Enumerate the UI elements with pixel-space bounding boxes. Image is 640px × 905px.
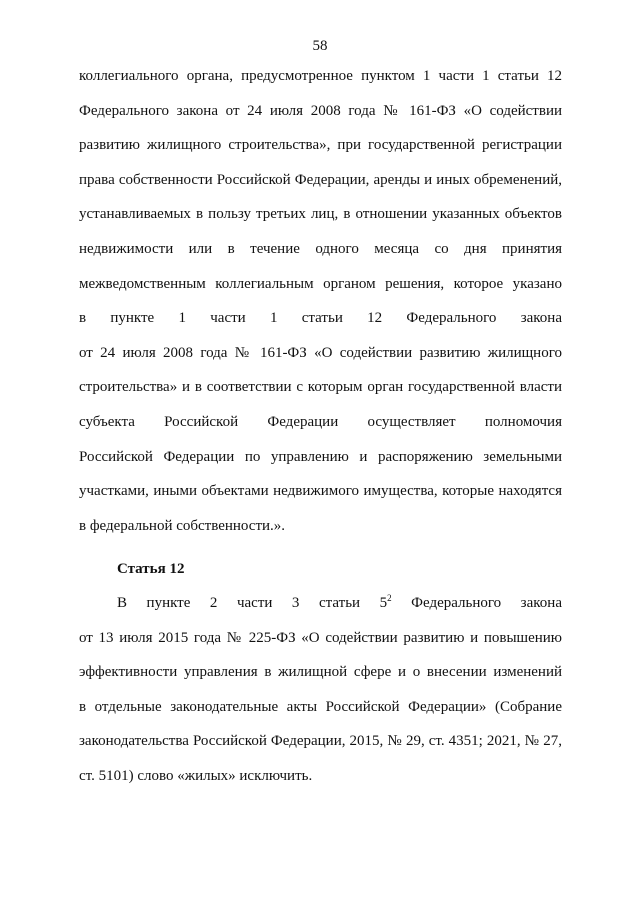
superscript: 2 [387,593,392,603]
paragraph-article-12 [79,586,562,794]
paragraph-article-11-continuation [79,59,562,543]
text-line: Российской Федерации по управлению и распоряжению земельными [79,448,562,465]
text-line: строительства» и в соответствии с которым орган государственной власти [79,379,562,396]
text-line: недвижимости или в течение одного месяца со дня принятия [79,240,562,257]
text-line: коллегиального органа, предусмотренное пунктом 1 части 1 статьи 12 [79,68,562,84]
text-line: участками, иными объектами недвижимого имущества, которые находятся [79,483,562,500]
text-line: в федеральной собственности.». [79,517,286,534]
text-line: устанавливаемых в пользу третьих лиц, в отношении указанных объектов [79,206,562,223]
text-fragment: Федерального закона [391,595,562,611]
text-line-first [79,586,562,621]
text-line: от 13 июля 2015 года № 225-ФЗ «О содействии развитию и повышению [79,629,562,646]
text-line: эффективности управления в жилищной сфере и о внесении изменений [79,664,562,681]
text-line: в пункте 1 части 1 статьи 12 Федерального закона [79,310,562,327]
text-line: законодательства Российской Федерации, 2015, № 29, ст. 4351; 2021, № 27, [79,733,562,750]
text-fragment: В пункте 2 части 3 статьи 5 [117,595,388,611]
text-line: межведомственным коллегиальным органом решения, которое указано [79,275,562,292]
text-line: от 24 июля 2008 года № 161-ФЗ «О содействии развитию жилищного [79,344,562,361]
text-line: Федерального закона от 24 июля 2008 года № 161-ФЗ «О содействии [79,102,562,119]
text-line: развитию жилищного строительства», при государственной регистрации [79,137,562,154]
text-line: субъекта Российской Федерации осуществляет полномочия [79,413,562,430]
text-line: ст. 5101) слово «жилых» исключить. [79,767,313,784]
article-heading: Статья 12 [117,561,185,577]
text-line: права собственности Российской Федерации, аренды и иных обременений, [79,171,562,188]
page-number: 58 [312,38,328,54]
text-line: в отдельные законодательные акты Российской Федерации» (Собрание [79,698,562,715]
